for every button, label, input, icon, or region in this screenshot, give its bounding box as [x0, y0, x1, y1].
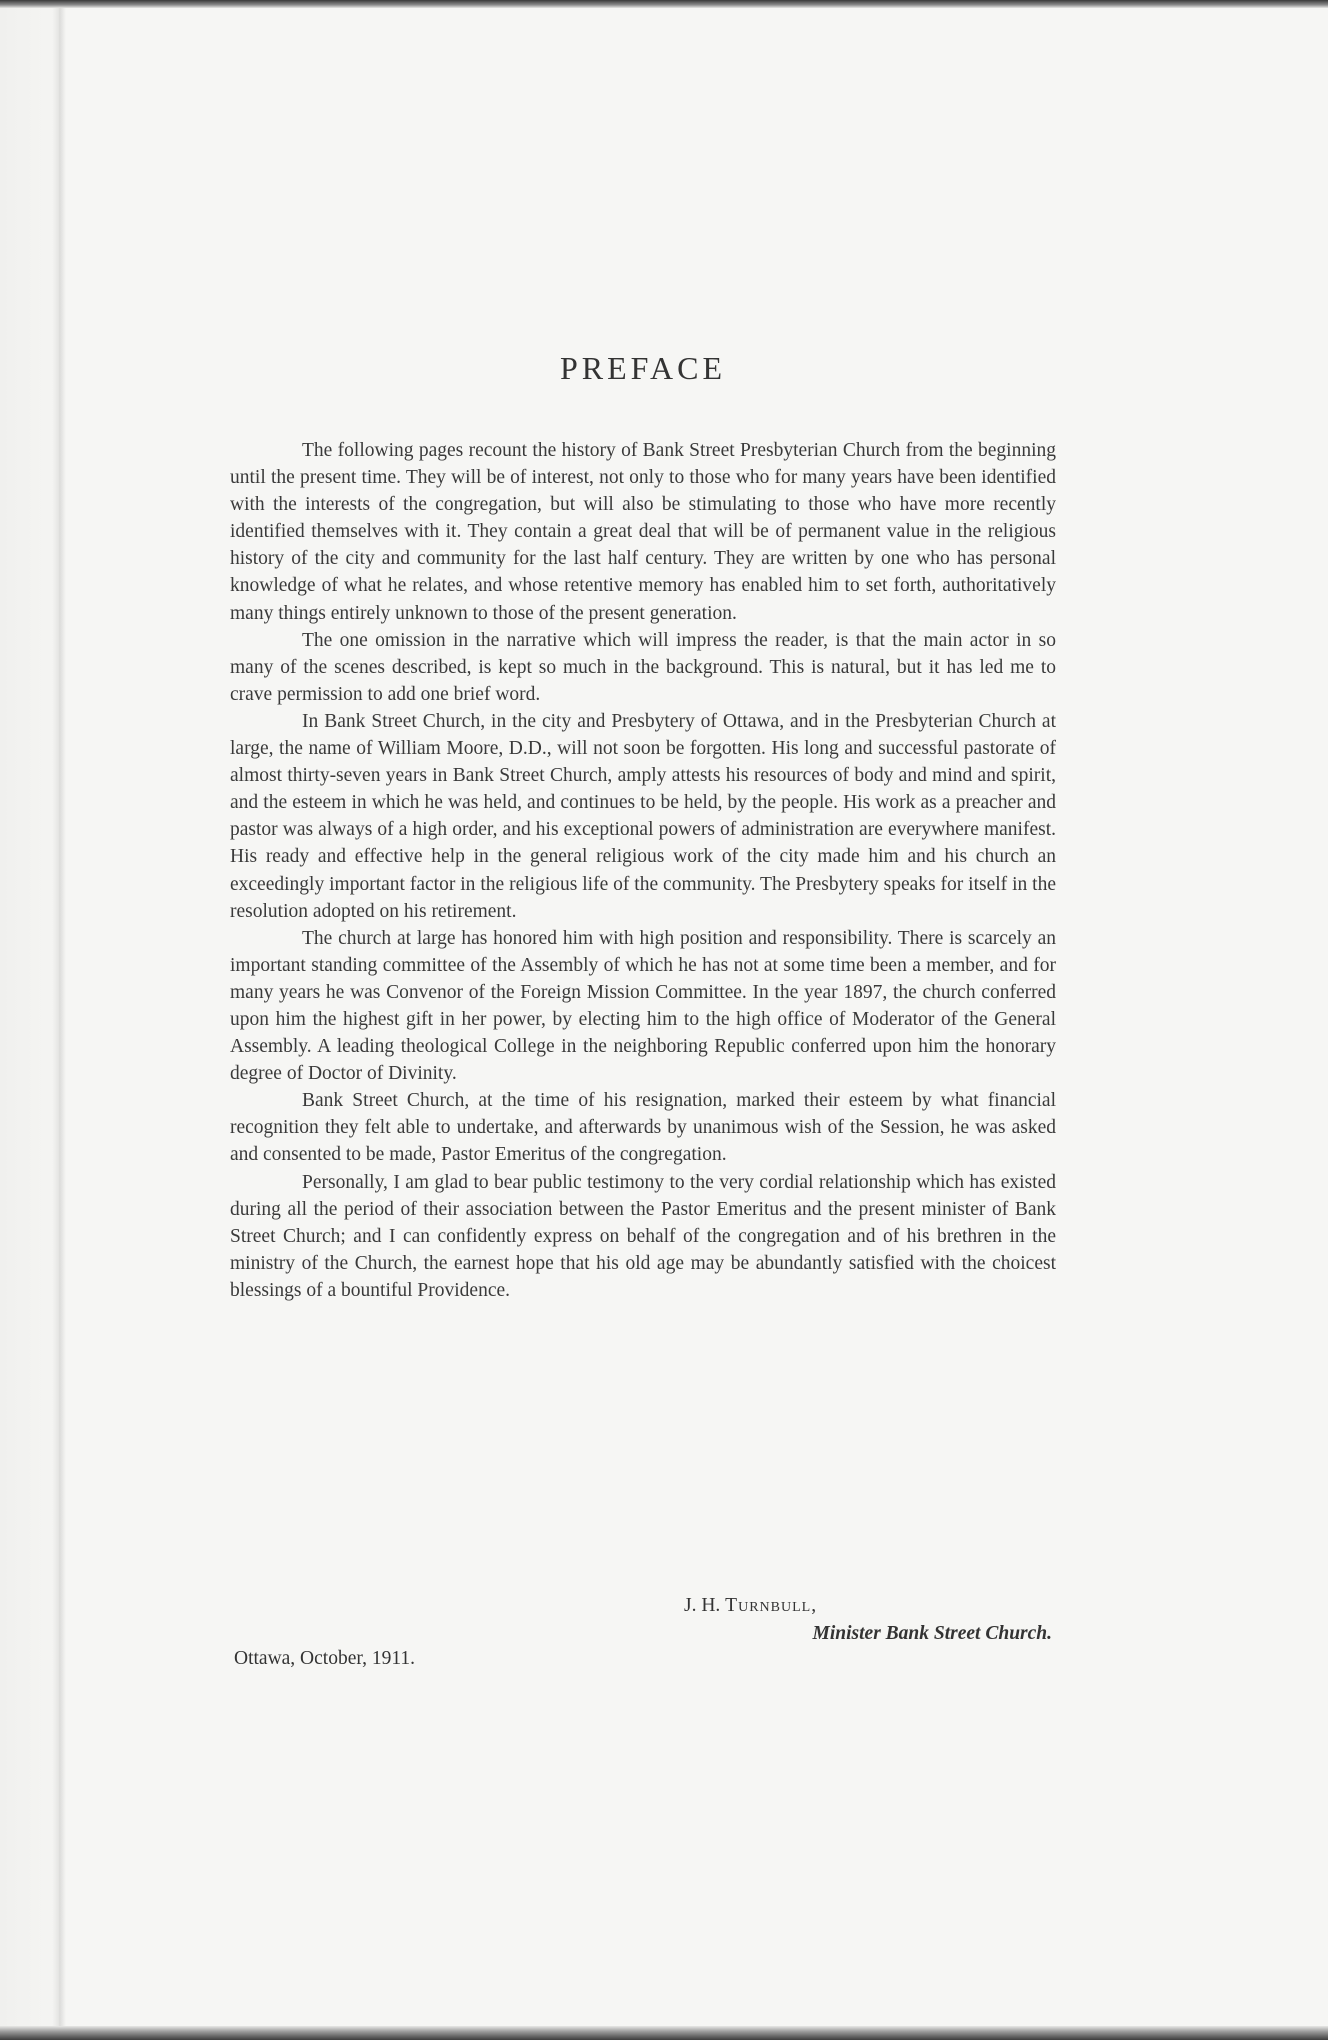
preface-body — [230, 437, 1056, 1304]
signature-initials: J. H. — [684, 1595, 721, 1616]
paragraph: In Bank Street Church, in the city and Presbytery of Ottawa, and in the Presbyterian Church at large, the name of William Moore, D.D., will not soon be forgotten. His long and successful pastorate of almost thirty-seven years in Bank Street Church, amply attests his resources of body and mind and spirit, and the esteem in which he was held, and continues to be held, by the people. His work as a preacher and pastor was always of a high order, and his exceptional powers of administration are everywhere manifest. His ready and effective help in the general religious work of the city made him and his church an exceedingly important factor in the religious life of the community. The Presbytery speaks for itself in the resolution adopted on his retirement. — [230, 710, 1056, 922]
bottom-scan-edge — [0, 2026, 1328, 2040]
paragraph: Bank Street Church, at the time of his resignation, marked their esteem by what financial recognition they felt able to undertake, and afterwards by unanimous wish of the Session, he was asked and consented to be made, Pastor Emeritus of the congregation. — [230, 1090, 1056, 1166]
top-scan-edge — [0, 0, 1328, 8]
signature-title: Minister Bank Street Church. — [812, 1623, 1052, 1644]
signature-block — [230, 1592, 1056, 1648]
paragraph: The one omission in the narrative which will impress the reader, is that the main actor in so many of the scenes described, is kept so much in the background. This is natural, but it has led me to crave permission to add one brief word. — [230, 629, 1056, 705]
page-title: PREFACE — [559, 350, 727, 386]
binding-shadow — [52, 0, 66, 2040]
dateline: Ottawa, October, 1911. — [234, 1648, 415, 1669]
paragraph: Personally, I am glad to bear public testimony to the very cordial relationship which has existed during all the period of their association between the Pastor Emeritus and the present minister of Bank Street Church; and I can confidently express on behalf of the congregation and of his brethren in the ministry of the Church, the earnest hope that his old age may be abundantly satisfied with the choicest blessings of a bountiful Providence. — [230, 1171, 1056, 1301]
paragraph: The church at large has honored him with high position and responsibility. There is scarcely an important standing committee of the Assembly of which he has not at some time been a member, and for many years he was Convenor of the Foreign Mission Committee. In the year 1897, the church conferred upon him the highest gift in her power, by electing him to the high office of Moderator of the General Assembly. A leading theological College in the neighboring Republic conferred upon him the honorary degree of Doctor of Divinity. — [230, 927, 1056, 1085]
signature-surname: Turnbull, — [725, 1595, 818, 1616]
signature-name — [230, 1592, 1056, 1620]
paragraph: The following pages recount the history of Bank Street Presbyterian Church from the beginning until the present time. They will be of interest, not only to those who for many years have been identified with the interests of the congregation, but will also be stimulating to those who have more recently identified themselves with it. They contain a great deal that will be of permanent value in the religious history of the city and community for the last half century. They are written by one who has personal knowledge of what he relates, and whose retentive memory has enabled him to set forth, authoritatively many things entirely unknown to those of the present generation. — [230, 440, 1056, 624]
